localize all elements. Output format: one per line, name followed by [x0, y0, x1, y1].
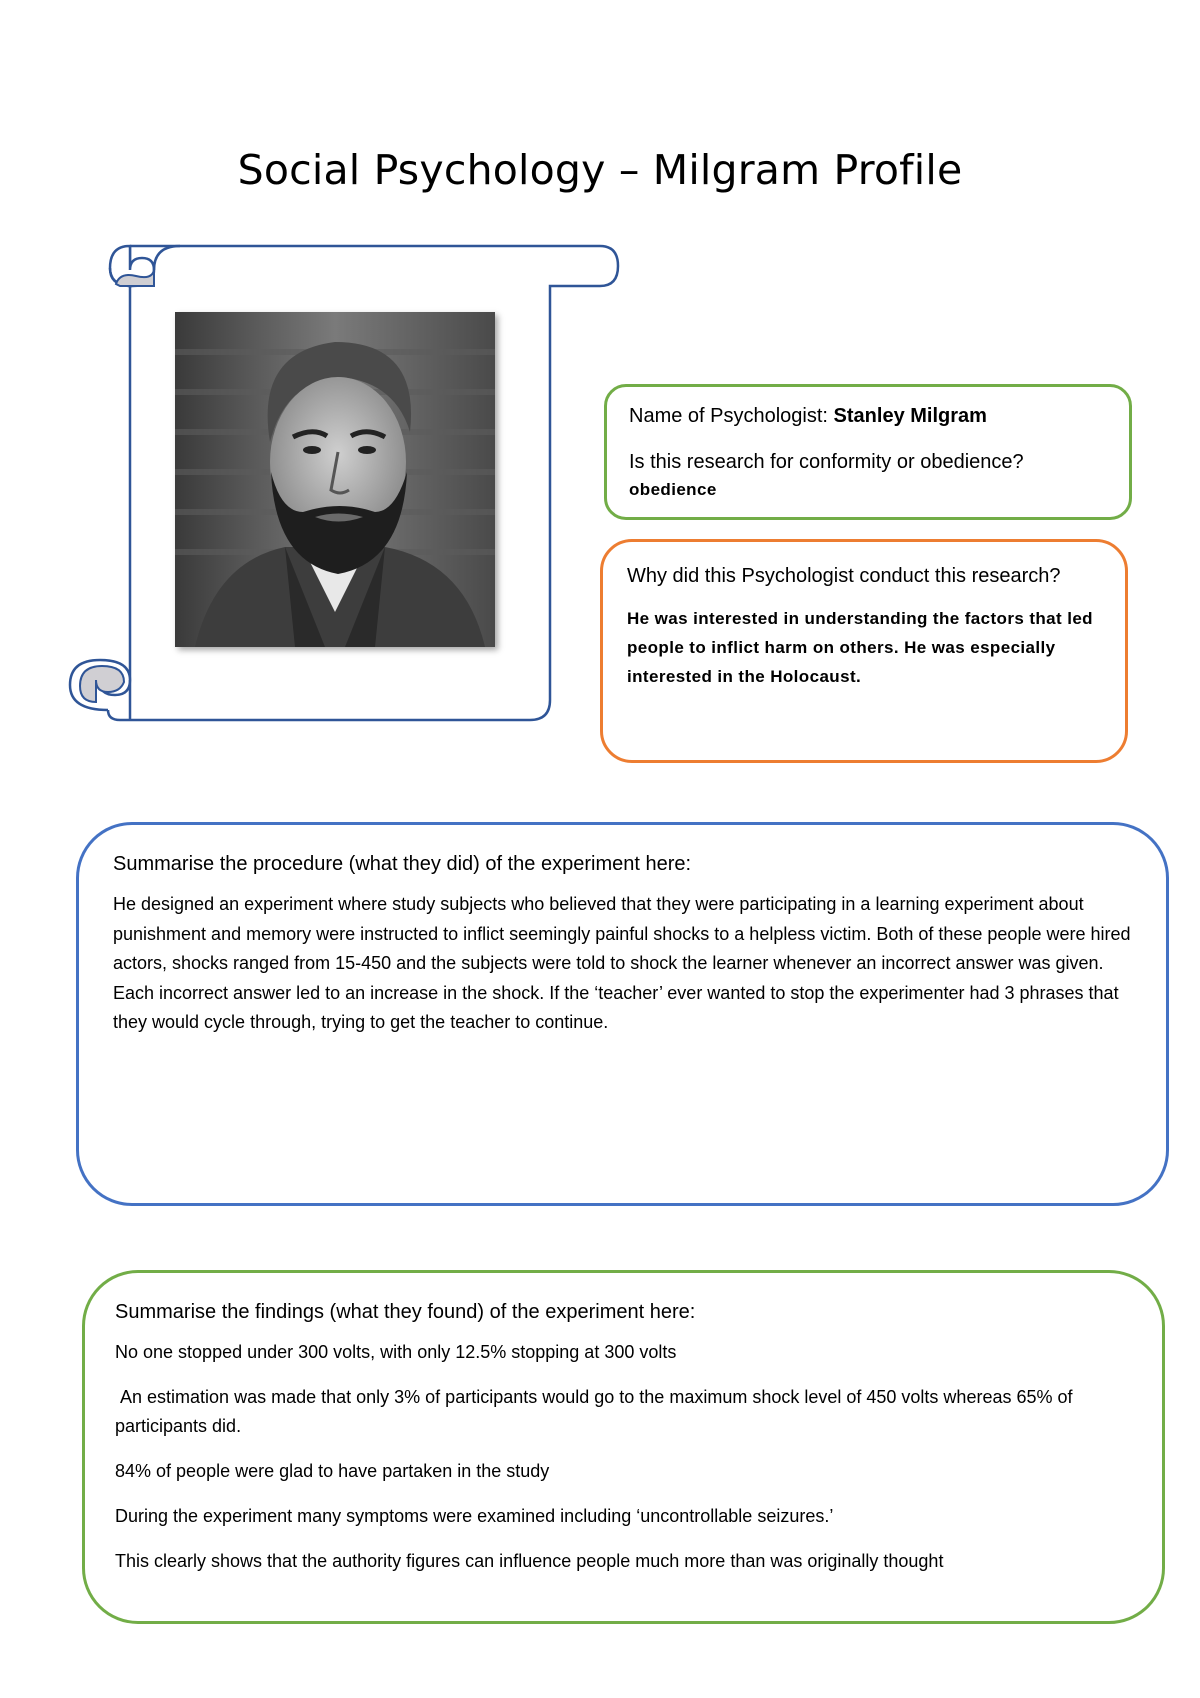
finding-item: This clearly shows that the authority figures can influence people much more than was originally thought: [115, 1551, 944, 1571]
page-title: Social Psychology – Milgram Profile: [237, 146, 963, 194]
psychologist-info-box: [604, 384, 1132, 520]
procedure-box: [76, 822, 1169, 1206]
motivation-answer: He was interested in understanding the factors that led people to inflict harm on others. He was especially interested in the Holocaust.: [627, 609, 1093, 686]
name-label: Name of Psychologist:: [629, 405, 828, 427]
research-type-question: Is this research for conformity or obedience?: [629, 451, 1024, 473]
findings-heading: Summarise the findings (what they found) of the experiment here:: [115, 1301, 696, 1323]
motivation-box: [600, 539, 1128, 763]
finding-item: An estimation was made that only 3% of participants would go to the maximum shock level of 450 volts whereas 65% of participants did.: [115, 1387, 1078, 1436]
finding-item: 84% of people were glad to have partaken in the study: [115, 1461, 550, 1481]
name-value: Stanley Milgram: [833, 405, 987, 427]
procedure-text: He designed an experiment where study subjects who believed that they were participating in a learning experiment about punishment and memory were instructed to inflict seemingly painful shocks to a helpless victim. Both of these people were hired actors, shocks ranged from 15-450 and the subjects were told to shock the learner whenever an incorrect answer was given. Each incorrect answer led to an increase in the shock. If the ‘teacher’ ever wanted to stop the experimenter had 3 phrases that they would cycle through, trying to get the teacher to continue.: [113, 894, 1131, 1032]
findings-box: [82, 1270, 1165, 1624]
psychologist-name-line: [629, 401, 1107, 431]
finding-item: During the experiment many symptoms were examined including ‘uncontrollable seizures.’: [115, 1506, 834, 1526]
research-type-answer: obedience: [629, 480, 717, 499]
procedure-heading: Summarise the procedure (what they did) of the experiment here:: [113, 853, 692, 875]
motivation-question: Why did this Psychologist conduct this research?: [627, 565, 1061, 587]
psychologist-portrait: [175, 312, 495, 647]
finding-item: No one stopped under 300 volts, with only 12.5% stopping at 300 volts: [115, 1342, 677, 1362]
